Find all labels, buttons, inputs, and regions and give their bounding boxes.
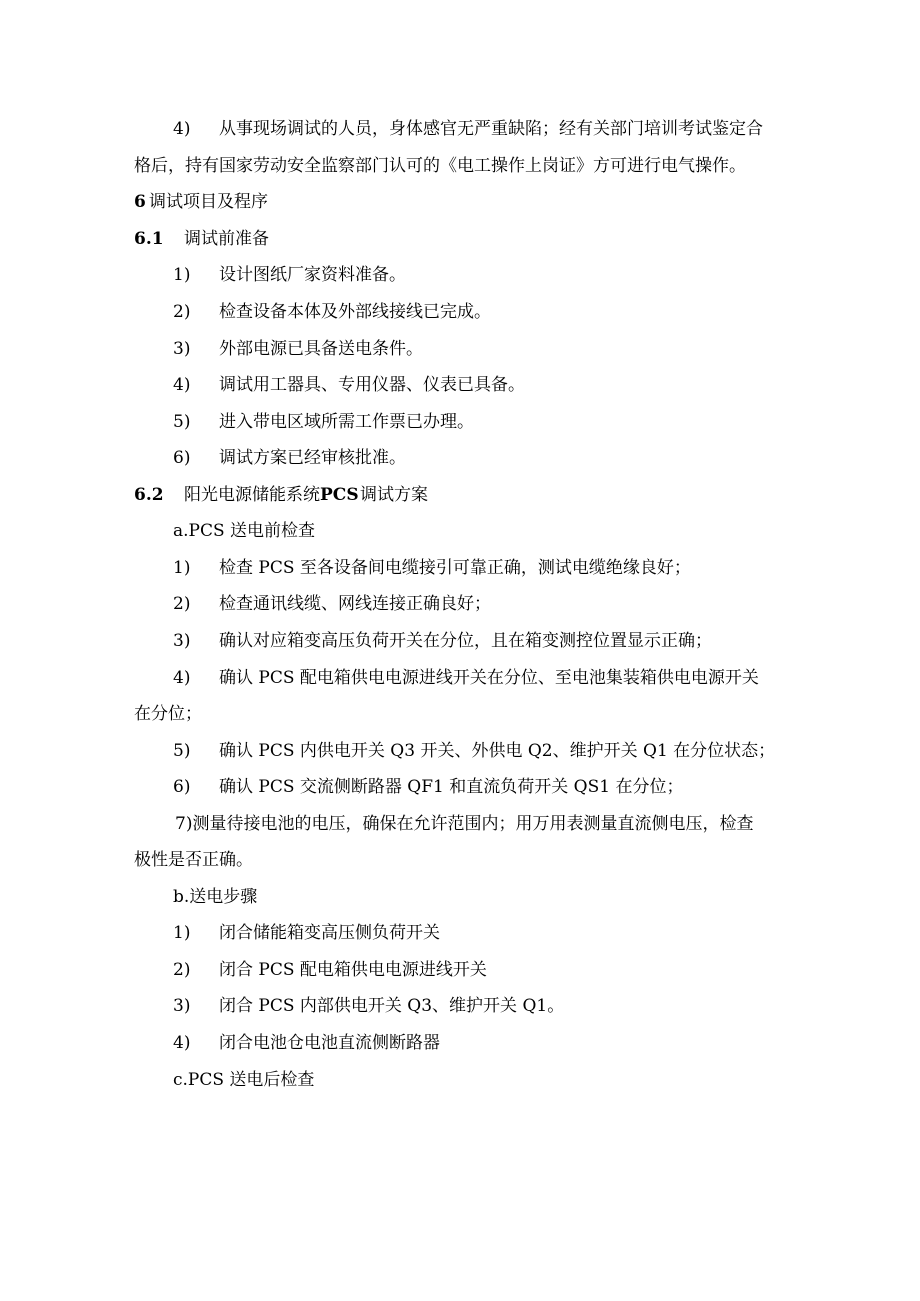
item-text: 检查通讯线缆、网线连接正确良好；: [219, 594, 491, 614]
item-number: 3): [173, 631, 191, 651]
item-text: 检查 PCS 至各设备间电缆接引可靠正确，测试电缆绝缘良好；: [219, 558, 691, 578]
section-title-pcs: PCS: [320, 485, 359, 505]
item-number: 4): [173, 668, 191, 688]
item-text: 闭合电池仓电池直流侧断路器: [219, 1033, 440, 1053]
item-text: 调试用工器具、专用仪器、仪表已具备。: [219, 375, 525, 395]
item-text: 从事现场调试的人员，身体感官无严重缺陷；经有关部门培训考试鉴定合: [219, 119, 763, 139]
item-text: 外部电源已具备送电条件。: [219, 339, 423, 359]
item-number: 2): [173, 960, 191, 980]
item-text: 调试方案已经审核批准。: [219, 448, 406, 468]
item-number: 5): [173, 741, 191, 761]
item-number: 5): [173, 412, 191, 432]
item-number: 3): [173, 996, 191, 1016]
item-number: 6): [173, 448, 191, 468]
item-text: 7)测量待接电池的电压，确保在允许范围内；用万用表测量直流侧电压，检查: [175, 814, 754, 834]
item-text: 闭合 PCS 配电箱供电电源进线开关: [219, 960, 487, 980]
section-title: 调试项目及程序: [149, 192, 268, 212]
item-text: 格后，持有国家劳动安全监察部门认可的《电工操作上岗证》方可进行电气操作。: [134, 156, 746, 176]
item-text: 进入带电区域所需工作票已办理。: [219, 412, 474, 432]
item-number: 4): [173, 1033, 191, 1053]
item-text: 确认 PCS 配电箱供电电源进线开关在分位、至电池集装箱供电电源开关: [219, 668, 759, 688]
item-text: 在分位；: [134, 704, 202, 724]
subsection-title: c.PCS 送电后检查: [173, 1070, 315, 1090]
section-number: 6.2: [134, 485, 164, 505]
item-number: 2): [173, 302, 191, 322]
item-text: 确认 PCS 内供电开关 Q3 开关、外供电 Q2、维护开关 Q1 在分位状态；: [219, 741, 776, 761]
item-number: 6): [173, 777, 191, 797]
item-text: 检查设备本体及外部线接线已完成。: [219, 302, 491, 322]
item-text: 设计图纸厂家资料准备。: [219, 265, 406, 285]
section-title-post: 调试方案: [360, 485, 428, 505]
item-number: 1): [173, 558, 191, 578]
subsection-title: b.送电步骤: [173, 887, 258, 907]
item-text: 确认 PCS 交流侧断路器 QF1 和直流负荷开关 QS1 在分位；: [219, 777, 684, 797]
section-number: 6: [134, 192, 146, 212]
item-number: 1): [173, 923, 191, 943]
section-title: 调试前准备: [184, 229, 269, 249]
item-number: 3): [173, 339, 191, 359]
item-number: 2): [173, 594, 191, 614]
section-title-pre: 阳光电源储能系统: [184, 485, 320, 505]
item-number: 4): [173, 119, 191, 139]
item-text: 闭合 PCS 内部供电开关 Q3、维护开关 Q1。: [219, 996, 565, 1016]
item-number: 1): [173, 265, 191, 285]
item-text: 闭合储能箱变高压侧负荷开关: [219, 923, 440, 943]
section-number: 6.1: [134, 229, 164, 249]
item-text: 确认对应箱变高压负荷开关在分位，且在箱变测控位置显示正确；: [219, 631, 712, 651]
item-number: 4): [173, 375, 191, 395]
subsection-title: a.PCS 送电前检查: [173, 521, 316, 541]
item-text: 极性是否正确。: [134, 850, 253, 870]
